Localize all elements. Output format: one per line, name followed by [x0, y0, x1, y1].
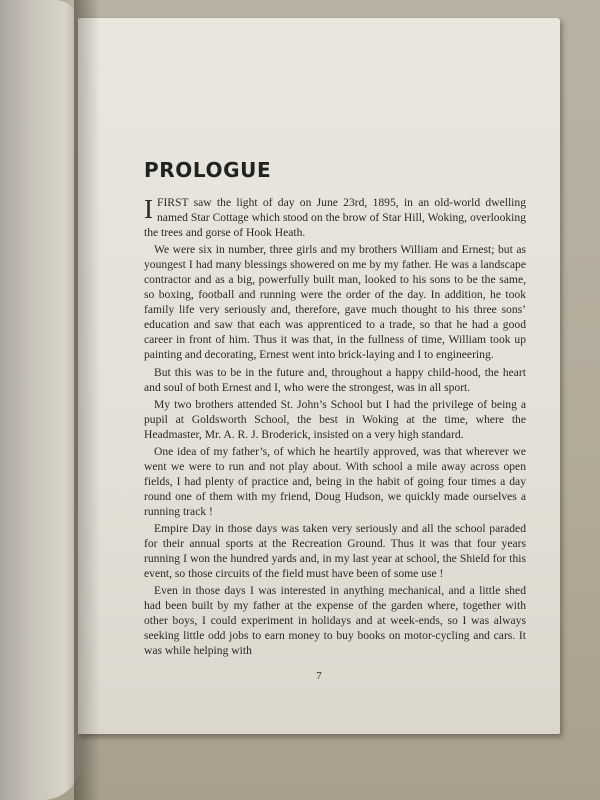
paragraph-6: Empire Day in those days was taken very seriously and all the school paraded for their annual sports at the Recreation Ground. Thus it was that four years running I won the hundred yards and, in my last year at school, the Shield for this event, so those circuits of the field must have been of some use !: [144, 521, 526, 581]
body-text: [144, 195, 526, 660]
paragraph-4: My two brothers attended St. John’s School but I had the privilege of being a pupil at Goldsworth School, the best in Woking at the time, where the Headmaster, Mr. A. R. J. Broderick, insisted on a very high standard.: [144, 397, 526, 441]
page-binding-shadow: [78, 18, 100, 734]
paragraph-7: Even in those days I was interested in anything mechanical, and a little shed had been built by my father at the expense of the garden where, together with other boys, I could experiment in holidays and at week-ends, so I was always seeking little odd jobs to earn money to buy books on motor-cycling and cars. It was while helping with: [144, 584, 526, 658]
facing-page-edge: [0, 0, 82, 800]
paragraph-3: But this was to be in the future and, throughout a happy child-hood, the heart and soul of both Ernest and I, who were the strongest, was in all sport.: [144, 365, 526, 394]
chapter-title: PROLOGUE: [144, 158, 272, 182]
drop-cap: I: [144, 194, 153, 224]
paragraph-1: [144, 195, 526, 240]
book-page: [78, 18, 560, 734]
page-number: 7: [316, 670, 322, 682]
paragraph-2: We were six in number, three girls and my brothers William and Ernest; but as youngest I had many blessings showered on me by my father. He was a landscape contractor and as a big, powerfully built man, looked to his sons to be the same, so boxing, football and running were the order of the day. In addition, he took family life very seriously and, therefore, gave much thought to his three sons’ education and saw that each was apprenticed to a trade, so that he had a good career in front of him. Thus it was that, in the fullness of time, William took up painting and decorating, Ernest went into brick-laying and I to engineering.: [144, 243, 526, 362]
paragraph-1-text: FIRST saw the light of day on June 23rd, 1895, in an old-world dwelling named Star Cottage which stood on the brow of Star Hill, Woking, overlooking the trees and gorse of Hook Heath.: [144, 196, 526, 240]
paragraph-5: One idea of my father’s, of which he heartily approved, was that wherever we went we were to run and not play about. With school a mile away across open fields, I had plenty of practice and, being in the habit of going four times a day round one of them with my friend, Doug Hudson, we quickly made ourselves a running track !: [144, 444, 526, 518]
